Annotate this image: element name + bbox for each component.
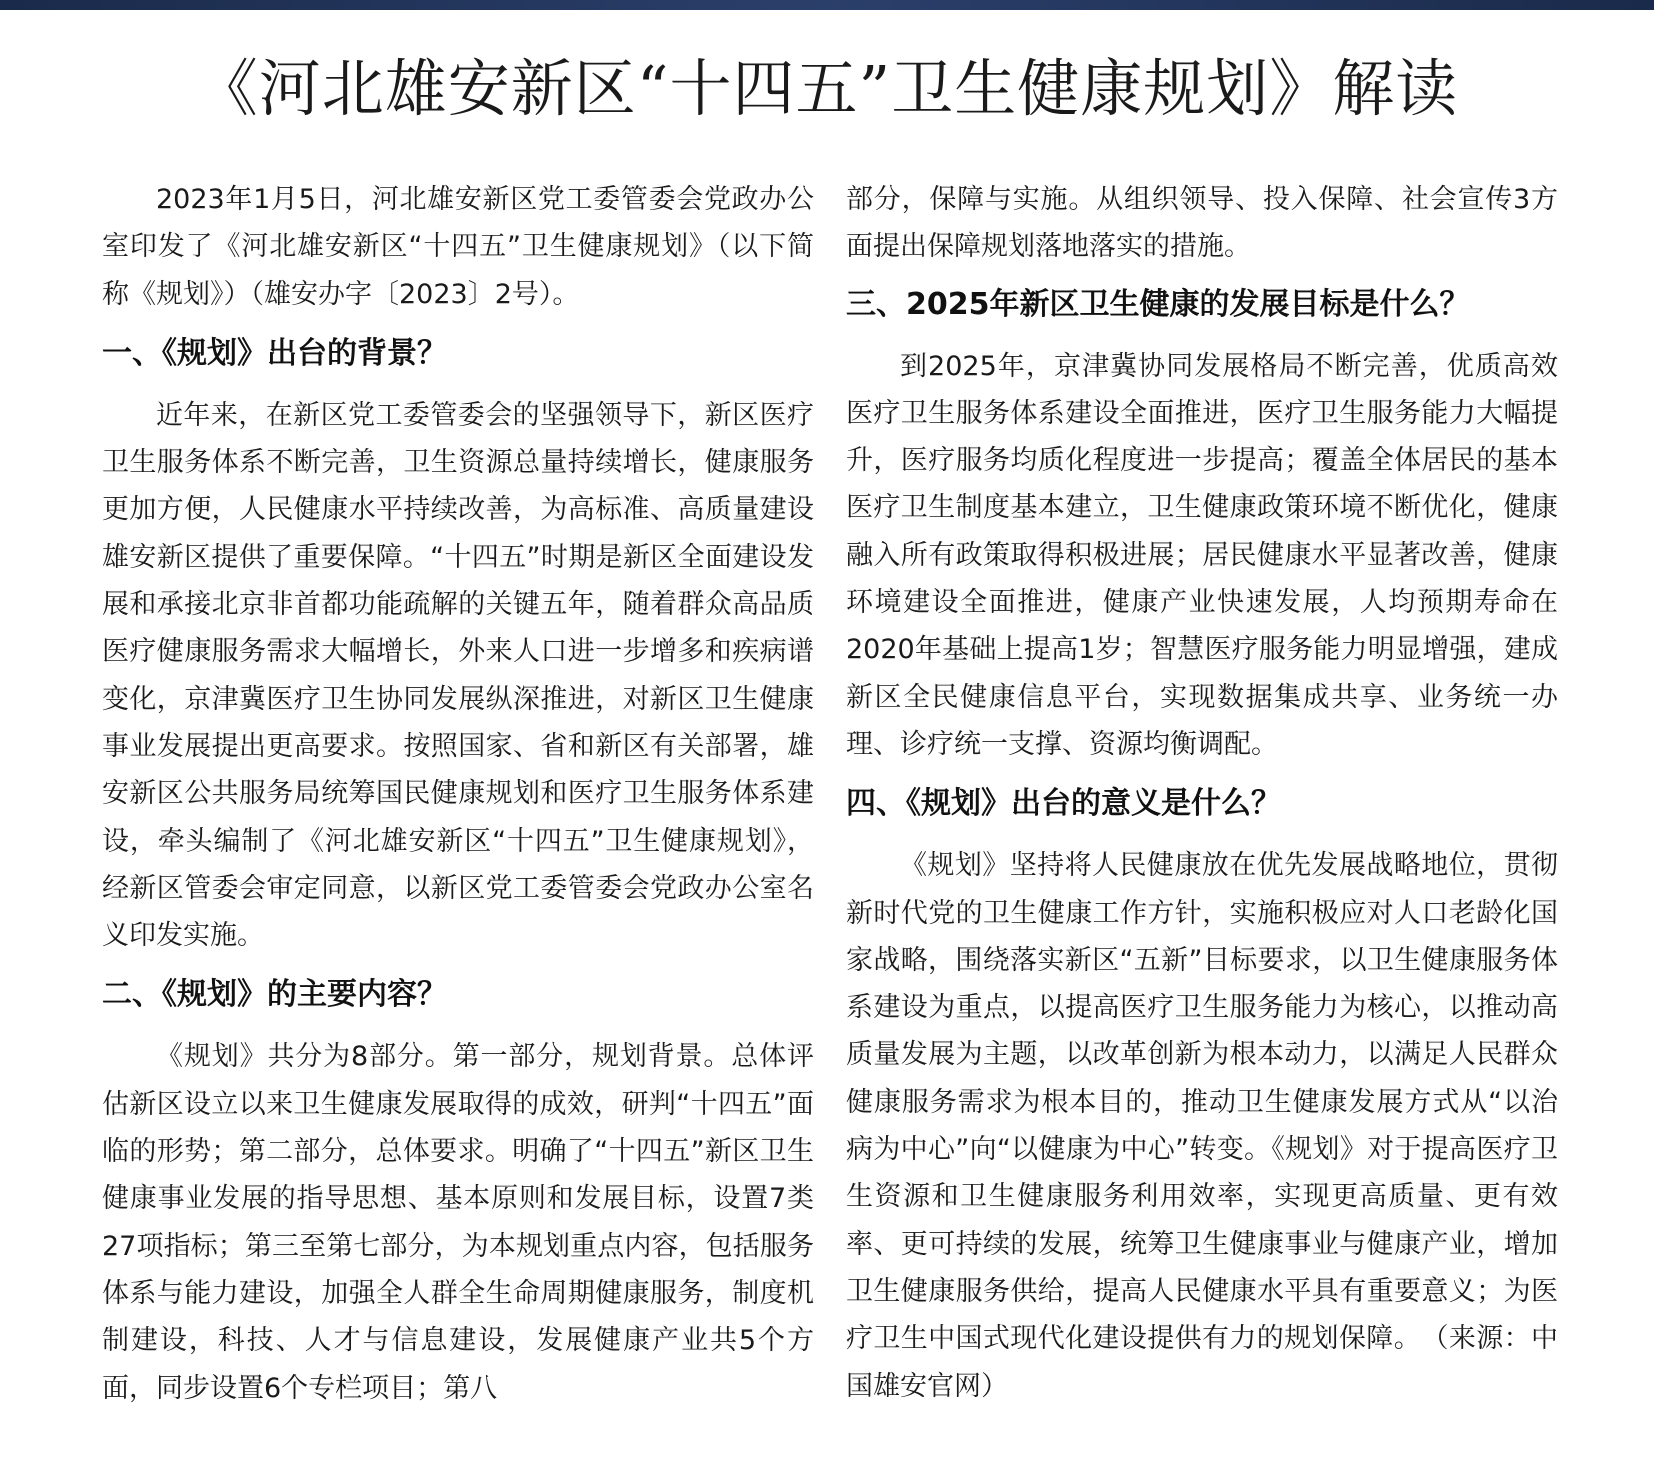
section-2-heading: 二、《规划》的主要内容？ — [102, 977, 447, 1013]
right-column — [846, 176, 1558, 1410]
section-4-heading: 四、《规划》出台的意义是什么？ — [846, 786, 1281, 822]
top-banner-bar — [0, 0, 1654, 10]
page-title: 《河北雄安新区“十四五”卫生健康规划》解读 — [195, 52, 1459, 125]
section-3-heading: 三、2025年新区卫生健康的发展目标是什么？ — [846, 286, 1470, 322]
section-2-body-continued: 部分，保障与实施。从组织领导、投入保障、社会宣传3方面提出保障规划落地落实的措施。 — [846, 184, 1558, 263]
section-1-body: 近年来，在新区党工委管委会的坚强领导下，新区医疗卫生服务体系不断完善，卫生资源总量持续增长，健康服务更加方便，人民健康水平持续改善，为高标准、高质量建设雄安新区提供了重要保障。“十四五”时期是新区全面建设发展和承接北京非首都功能疏解的关键五年，随着群众高品质医疗健康服务需求大幅增长，外来人口进一步增多和疾病谱变化，京津冀医疗卫生协同发展纵深推进，对新区卫生健康事业发展提出更高要求。按照国家、省和新区有关部署，雄安新区公共服务局统筹国民健康规划和医疗卫生服务体系建设，牵头编制了《河北雄安新区“十四五”卫生健康规划》，经新区管委会审定同意，以新区党工委管委会党政办公室名义印发实施。 — [102, 399, 814, 952]
section-4-body: 《规划》坚持将人民健康放在优先发展战略地位，贯彻新时代党的卫生健康工作方针，实施积极应对人口老龄化国家战略，围绕落实新区“五新”目标要求，以卫生健康服务体系建设为重点，以提高医疗卫生服务能力为核心，以推动高质量发展为主题，以改革创新为根本动力，以满足人民群众健康服务需求为根本目的，推动卫生健康发展方式从“以治病为中心”向“以健康为中心”转变。《规划》对于提高医疗卫生资源和卫生健康服务利用效率，实现更高质量、更有效率、更可持续的发展，统筹卫生健康事业与健康产业，增加卫生健康服务供给，提高人民健康水平具有重要意义；为医疗卫生中国式现代化建设提供有力的规划保障。 （来源：中国雄安官网） — [846, 850, 1558, 1402]
section-1-heading: 一、《规划》出台的背景？ — [102, 335, 447, 371]
section-2-body: 《规划》共分为8部分。第一部分，规划背景。总体评估新区设立以来卫生健康发展取得的成效，研判“十四五”面临的形势；第二部分，总体要求。明确了“十四五”新区卫生健康事业发展的指导思想、基本原则和发展目标，设置7类27项指标；第三至第七部分，为本规划重点内容，包括服务体系与能力建设，加强全人群全生命周期健康服务，制度机制建设，科技、人才与信息建设，发展健康产业共5个方面，同步设置6个专栏项目；第八 — [102, 1041, 814, 1404]
intro-paragraph: 2023年1月5日，河北雄安新区党工委管委会党政办公室印发了《河北雄安新区“十四五”卫生健康规划》（以下简称《规划》）（雄安办字〔2023〕2号）。 — [102, 184, 814, 310]
left-column — [102, 176, 814, 1412]
section-3-body: 到2025年，京津冀协同发展格局不断完善，优质高效医疗卫生服务体系建设全面推进，医疗卫生服务能力大幅提升，医疗服务均质化程度进一步提高；覆盖全体居民的基本医疗卫生制度基本建立，卫生健康政策环境不断优化，健康融入所有政策取得积极进展；居民健康水平显著改善，健康环境建设全面推进，健康产业快速发展，人均预期寿命在2020年基础上提高1岁；智慧医疗服务能力明显增强，建成新区全民健康信息平台，实现数据集成共享、业务统一办理、诊疗统一支撑、资源均衡调配。 — [846, 350, 1558, 760]
